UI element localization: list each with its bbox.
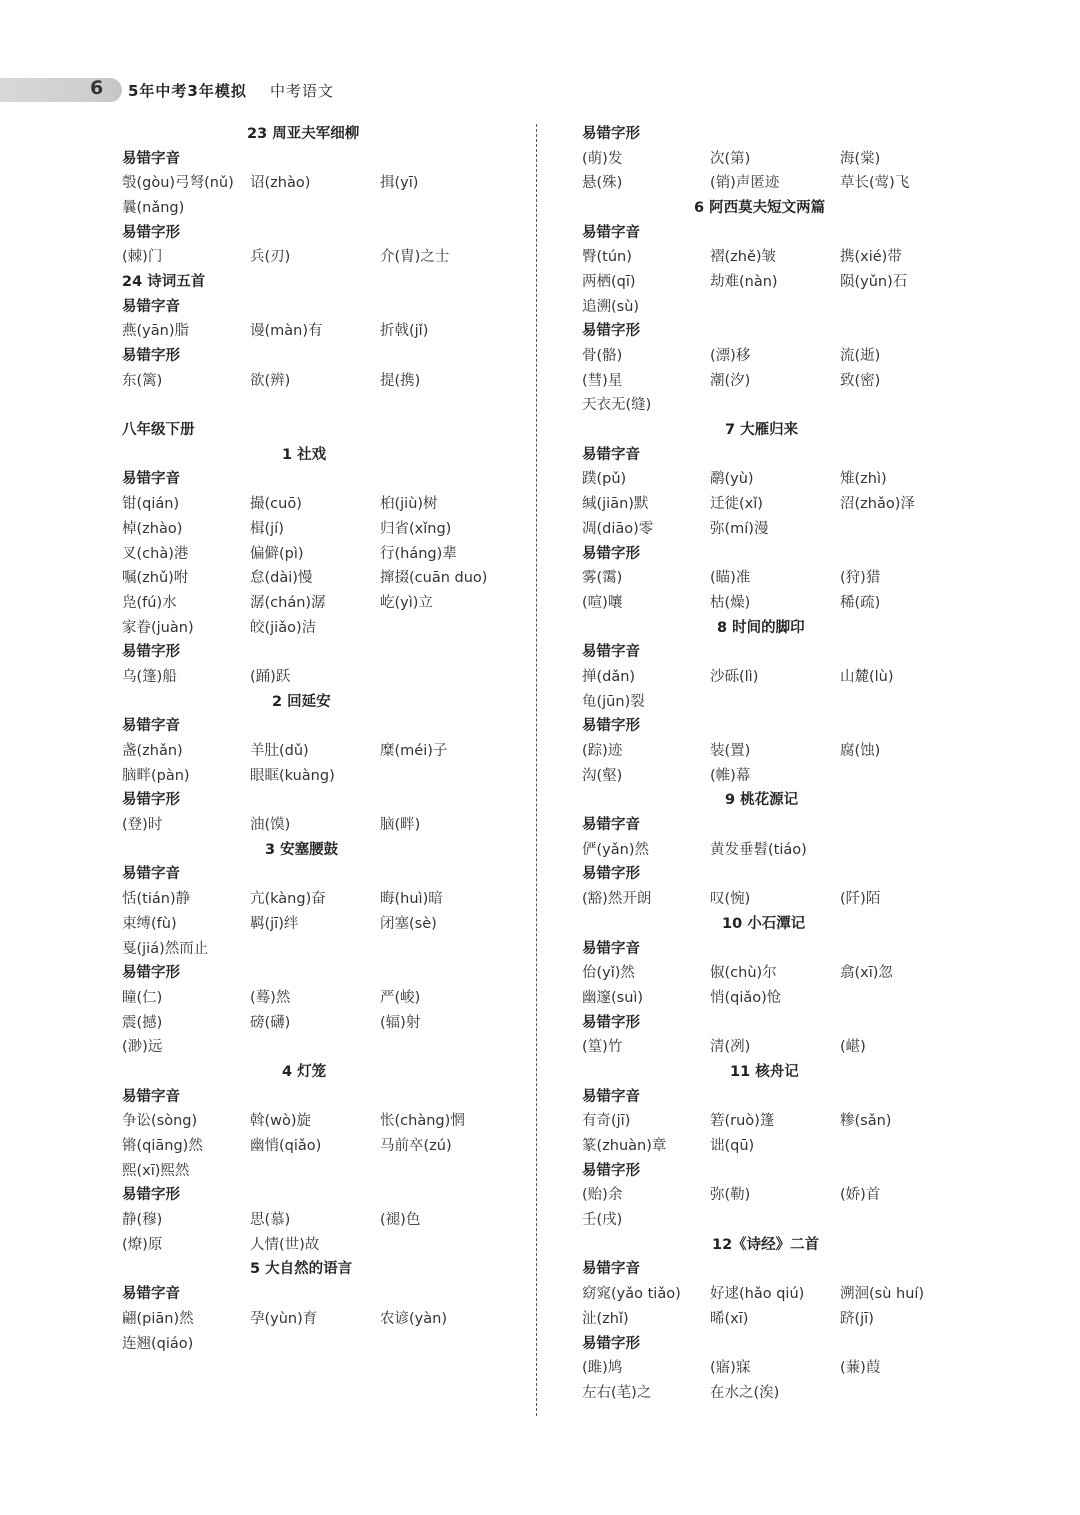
lesson-title: 23 周亚夫军细柳 xyxy=(247,125,360,142)
word-entry: 静(穆) xyxy=(122,1212,163,1229)
word-entry: (蒹)葭 xyxy=(840,1360,881,1377)
word-entry: 家眷(juàn) xyxy=(122,619,194,636)
right-column xyxy=(582,120,982,1404)
word-entry: 潮(汐) xyxy=(710,372,751,389)
word-entry: 有奇(jī) xyxy=(582,1113,631,1130)
word-entry: 草长(莺)飞 xyxy=(840,175,910,192)
word-row xyxy=(122,614,522,639)
lesson-title: 八年级下册 xyxy=(122,422,195,439)
word-entry: 海(棠) xyxy=(840,150,881,167)
word-row xyxy=(122,1330,522,1355)
section-label: 易错字音 xyxy=(582,817,640,834)
word-entry: 悬(殊) xyxy=(582,175,623,192)
word-entry: 臀(tún) xyxy=(582,249,632,266)
word-row xyxy=(582,342,982,367)
word-entry: 皎(jiǎo)洁 xyxy=(250,619,317,636)
word-entry: 脑畔(pàn) xyxy=(122,767,190,784)
lesson-title: 5 大自然的语言 xyxy=(250,1261,353,1278)
section-label: 易错字形 xyxy=(582,718,640,735)
section-label: 易错字音 xyxy=(122,866,180,883)
word-entry: 戛(jiá)然而止 xyxy=(122,940,209,957)
word-entry: 沙砾(lì) xyxy=(710,668,759,685)
word-row xyxy=(582,268,982,293)
word-entry: 沚(zhǐ) xyxy=(582,1310,629,1327)
word-row xyxy=(122,935,522,960)
word-entry: 两栖(qī) xyxy=(582,273,636,290)
word-entry: (贻)余 xyxy=(582,1187,623,1204)
word-entry: 追溯(sù) xyxy=(582,298,640,315)
word-row xyxy=(582,688,982,713)
word-entry: 次(第) xyxy=(710,150,751,167)
word-entry: 悄(qiǎo)怆 xyxy=(710,989,782,1006)
word-entry: (雎)鸠 xyxy=(582,1360,623,1377)
word-entry: (彗)星 xyxy=(582,372,623,389)
section-label: 易错字形 xyxy=(122,224,180,241)
word-entry: 迁徙(xǐ) xyxy=(710,496,763,513)
lesson-title: 24 诗词五首 xyxy=(122,273,206,290)
word-entry: 蹼(pǔ) xyxy=(582,471,627,488)
word-row xyxy=(122,194,522,219)
word-entry: 楫(jí) xyxy=(250,520,284,537)
word-entry: 褶(zhě)皱 xyxy=(710,249,777,266)
word-entry: 思(慕) xyxy=(250,1212,291,1229)
word-entry: 俶(chù)尔 xyxy=(710,965,777,982)
word-entry: 雾(霭) xyxy=(582,570,623,587)
word-entry: 凋(diāo)零 xyxy=(582,520,654,537)
word-entry: 斡(wò)旋 xyxy=(250,1113,312,1130)
section-label: 易错字形 xyxy=(582,1014,640,1031)
word-entry: 骨(骼) xyxy=(582,348,623,365)
section-label: 易错字形 xyxy=(122,348,180,365)
word-entry: 欲(辨) xyxy=(250,372,291,389)
word-entry: 稀(疏) xyxy=(840,594,881,611)
section-label: 易错字音 xyxy=(582,224,640,241)
word-entry: 篆(zhuàn)章 xyxy=(582,1138,667,1155)
word-row xyxy=(582,490,982,515)
word-entry: 亢(kàng)奋 xyxy=(250,891,326,908)
word-entry: 清(冽) xyxy=(710,1039,751,1056)
word-entry: 溯洄(sù huí) xyxy=(840,1286,925,1303)
word-row xyxy=(582,836,982,861)
word-row xyxy=(582,589,982,614)
subject-title: 中考语文 xyxy=(270,82,335,100)
word-row xyxy=(122,811,522,836)
section-label: 易错字形 xyxy=(582,1335,640,1352)
word-entry: 脑(畔) xyxy=(380,817,421,834)
word-entry: (踊)跃 xyxy=(250,668,291,685)
word-entry: (蓦)然 xyxy=(250,989,291,1006)
section-label: 易错字音 xyxy=(122,1088,180,1105)
word-entry: 佁(yǐ)然 xyxy=(582,965,635,982)
word-row xyxy=(582,984,982,1009)
word-entry: 鹬(yù) xyxy=(710,471,754,488)
word-entry: 谩(màn)有 xyxy=(250,323,323,340)
word-entry: 嘱(zhǔ)咐 xyxy=(122,570,189,587)
word-entry: 左右(芼)之 xyxy=(582,1384,652,1401)
section-label: 易错字音 xyxy=(582,1088,640,1105)
word-entry: 糜(méi)子 xyxy=(380,743,448,760)
word-row xyxy=(582,762,982,787)
word-entry: (踪)迹 xyxy=(582,743,623,760)
word-entry: 龟(jūn)裂 xyxy=(582,693,645,710)
word-entry: 彀(gòu)弓弩(nǔ) xyxy=(122,175,234,192)
word-row xyxy=(582,392,982,417)
word-entry: (娇)首 xyxy=(840,1187,881,1204)
word-entry: 叉(chà)港 xyxy=(122,545,189,562)
word-entry: 缄(jiān)默 xyxy=(582,496,649,513)
word-entry: 沼(zhǎo)泽 xyxy=(840,496,915,513)
word-row xyxy=(122,169,522,194)
word-entry: 震(撼) xyxy=(122,1014,163,1031)
word-entry: 糁(sǎn) xyxy=(840,1113,892,1130)
word-row xyxy=(122,885,522,910)
word-entry: 在水之(涘) xyxy=(710,1384,780,1401)
word-entry: 窈窕(yǎo tiǎo) xyxy=(582,1286,681,1303)
word-entry: (登)时 xyxy=(122,817,163,834)
section-label: 易错字形 xyxy=(582,866,640,883)
word-entry: 好逑(hǎo qiú) xyxy=(710,1286,805,1303)
word-row xyxy=(582,1280,982,1305)
word-row xyxy=(122,243,522,268)
word-entry: 介(胄)之士 xyxy=(380,249,450,266)
word-entry: 行(háng)辈 xyxy=(380,545,457,562)
word-entry: (萌)发 xyxy=(582,150,623,167)
lesson-title: 2 回延安 xyxy=(272,693,331,710)
word-entry: 东(篱) xyxy=(122,372,163,389)
section-label: 易错字音 xyxy=(122,150,180,167)
word-entry: 严(峻) xyxy=(380,989,421,1006)
word-entry: (嵁) xyxy=(840,1039,866,1056)
lesson-title: 12《诗经》二首 xyxy=(712,1236,820,1253)
word-row xyxy=(122,1009,522,1034)
word-entry: 山麓(lù) xyxy=(840,668,894,685)
word-row xyxy=(122,663,522,688)
lesson-title: 3 安塞腰鼓 xyxy=(265,841,339,858)
word-row xyxy=(582,1379,982,1404)
word-row xyxy=(122,1305,522,1330)
word-entry: 恬(tián)静 xyxy=(122,891,191,908)
word-row xyxy=(582,737,982,762)
word-row xyxy=(582,959,982,984)
word-entry: 撮(cuō) xyxy=(250,496,302,513)
word-entry: 桕(jiù)树 xyxy=(380,496,438,513)
word-row xyxy=(582,885,982,910)
word-row xyxy=(122,367,522,392)
word-entry: 羊肚(dǔ) xyxy=(250,743,309,760)
word-entry: 瞳(仁) xyxy=(122,989,163,1006)
word-row xyxy=(582,1305,982,1330)
word-row xyxy=(122,1033,522,1058)
word-entry: 翩(piān)然 xyxy=(122,1310,194,1327)
word-entry: (棘)门 xyxy=(122,249,163,266)
book-title: 5年中考3年模拟 xyxy=(128,82,247,100)
word-entry: 凫(fú)水 xyxy=(122,594,177,611)
word-row xyxy=(122,1157,522,1182)
word-row xyxy=(582,1132,982,1157)
word-entry: 携(xié)带 xyxy=(840,249,902,266)
word-entry: 盏(zhǎn) xyxy=(122,743,183,760)
word-entry: 眼眶(kuàng) xyxy=(250,767,335,784)
word-entry: 束缚(fù) xyxy=(122,915,177,932)
lesson-title: 7 大雁归来 xyxy=(725,422,799,439)
word-entry: 翕(xī)忽 xyxy=(840,965,893,982)
word-entry: (燎)原 xyxy=(122,1236,163,1253)
column-divider xyxy=(536,124,537,1416)
section-label: 易错字音 xyxy=(122,718,180,735)
word-row xyxy=(582,169,982,194)
word-entry: 叹(惋) xyxy=(710,891,751,908)
word-entry: 潺(chán)潺 xyxy=(250,594,326,611)
word-row xyxy=(122,984,522,1009)
word-entry: (喧)嚷 xyxy=(582,594,623,611)
word-entry: 跻(jī) xyxy=(840,1310,874,1327)
word-row xyxy=(582,145,982,170)
word-row xyxy=(122,762,522,787)
left-column xyxy=(122,120,522,1354)
word-row xyxy=(122,318,522,343)
word-row xyxy=(582,293,982,318)
word-row xyxy=(582,1206,982,1231)
word-entry: 致(密) xyxy=(840,372,881,389)
word-entry: 晦(huì)暗 xyxy=(380,891,443,908)
word-entry: 揖(yī) xyxy=(380,175,419,192)
lesson-title: 10 小石潭记 xyxy=(722,915,806,932)
word-entry: 油(馍) xyxy=(250,817,291,834)
word-entry: 撺掇(cuān duo) xyxy=(380,570,488,587)
section-label: 易错字形 xyxy=(122,965,180,982)
word-entry: 偏僻(pì) xyxy=(250,545,304,562)
word-entry: 枯(燥) xyxy=(710,594,751,611)
section-label: 易错字音 xyxy=(122,298,180,315)
word-entry: 弥(勒) xyxy=(710,1187,751,1204)
word-entry: (帷)幕 xyxy=(710,767,751,784)
word-row xyxy=(582,1354,982,1379)
word-row xyxy=(582,1108,982,1133)
word-entry: 诏(zhào) xyxy=(250,175,311,192)
word-entry: 装(置) xyxy=(710,743,751,760)
section-label: 易错字形 xyxy=(122,792,180,809)
word-entry: 怅(chàng)惘 xyxy=(380,1113,465,1130)
word-entry: (辐)射 xyxy=(380,1014,421,1031)
word-entry: (寤)寐 xyxy=(710,1360,751,1377)
page-number: 6 xyxy=(90,77,104,99)
word-entry: (漂)移 xyxy=(710,348,751,365)
word-entry: 乌(篷)船 xyxy=(122,668,177,685)
word-entry: 怠(dài)慢 xyxy=(250,570,313,587)
lesson-title: 11 核舟记 xyxy=(730,1063,799,1080)
section-label: 易错字音 xyxy=(582,940,640,957)
word-entry: 归省(xǐng) xyxy=(380,520,452,537)
word-entry: 幽悄(qiǎo) xyxy=(250,1138,322,1155)
word-entry: 雉(zhì) xyxy=(840,471,887,488)
word-row xyxy=(122,1108,522,1133)
word-entry: 燕(yān)脂 xyxy=(122,323,189,340)
word-row xyxy=(582,663,982,688)
word-entry: 陨(yǔn)石 xyxy=(840,273,908,290)
lesson-title: 9 桃花源记 xyxy=(725,792,799,809)
section-label: 易错字音 xyxy=(582,446,640,463)
word-entry: 农谚(yàn) xyxy=(380,1310,447,1327)
word-row xyxy=(582,367,982,392)
word-row xyxy=(582,1182,982,1207)
word-row xyxy=(122,564,522,589)
word-row xyxy=(582,1033,982,1058)
section-label: 易错字形 xyxy=(582,1162,640,1179)
word-entry: (篁)竹 xyxy=(582,1039,623,1056)
word-row xyxy=(122,737,522,762)
word-entry: 棹(zhào) xyxy=(122,520,183,537)
word-entry: 折戟(jǐ) xyxy=(380,323,429,340)
word-row xyxy=(122,589,522,614)
word-entry: 黄发垂髫(tiáo) xyxy=(710,841,807,858)
word-entry: (豁)然开朗 xyxy=(582,891,652,908)
section-label: 易错字形 xyxy=(582,545,640,562)
section-label: 易错字形 xyxy=(122,644,180,661)
word-entry: (狩)猎 xyxy=(840,570,881,587)
section-label: 易错字音 xyxy=(582,644,640,661)
word-entry: 晞(xī) xyxy=(710,1310,749,1327)
word-entry: 劫难(nàn) xyxy=(710,273,778,290)
word-entry: 天衣无(缝) xyxy=(582,397,652,414)
word-entry: 幽邃(suì) xyxy=(582,989,644,1006)
spacer xyxy=(122,392,522,417)
word-row xyxy=(122,1132,522,1157)
word-entry: 屹(yì)立 xyxy=(380,594,433,611)
word-row xyxy=(122,490,522,515)
lesson-title: 6 阿西莫夫短文两篇 xyxy=(694,199,826,216)
word-entry: 沟(壑) xyxy=(582,767,623,784)
word-entry: (褪)色 xyxy=(380,1212,421,1229)
word-entry: 弥(mí)漫 xyxy=(710,520,769,537)
section-label: 易错字形 xyxy=(122,1187,180,1204)
section-label: 易错字音 xyxy=(122,1286,180,1303)
word-entry: (销)声匿迹 xyxy=(710,175,780,192)
word-entry: 熙(xī)熙然 xyxy=(122,1162,190,1179)
section-label: 易错字形 xyxy=(582,323,640,340)
word-entry: 马前卒(zú) xyxy=(380,1138,452,1155)
word-entry: 兵(刃) xyxy=(250,249,291,266)
word-row xyxy=(582,564,982,589)
word-row xyxy=(582,466,982,491)
word-entry: 流(逝) xyxy=(840,348,881,365)
word-entry: 钳(qián) xyxy=(122,496,180,513)
word-entry: 曩(nǎng) xyxy=(122,199,185,216)
word-entry: 连翘(qiáo) xyxy=(122,1335,194,1352)
word-row xyxy=(122,1206,522,1231)
word-entry: 锵(qiāng)然 xyxy=(122,1138,203,1155)
section-label: 易错字音 xyxy=(582,1261,640,1278)
word-entry: 箬(ruò)篷 xyxy=(710,1113,775,1130)
word-entry: 磅(礴) xyxy=(250,1014,291,1031)
word-entry: 争讼(sòng) xyxy=(122,1113,198,1130)
word-entry: (瞄)准 xyxy=(710,570,751,587)
word-row xyxy=(122,910,522,935)
word-entry: 俨(yǎn)然 xyxy=(582,841,649,858)
word-entry: 闭塞(sè) xyxy=(380,915,437,932)
lesson-title: 8 时间的脚印 xyxy=(717,619,805,636)
word-row xyxy=(122,1231,522,1256)
word-entry: 诎(qū) xyxy=(710,1138,755,1155)
word-row xyxy=(582,515,982,540)
word-row xyxy=(582,243,982,268)
word-entry: 提(携) xyxy=(380,372,421,389)
word-row xyxy=(122,515,522,540)
word-entry: 腐(蚀) xyxy=(840,743,881,760)
section-label: 易错字音 xyxy=(122,471,180,488)
word-entry: 人情(世)故 xyxy=(250,1236,320,1253)
word-entry: 孕(yùn)育 xyxy=(250,1310,318,1327)
section-label: 易错字形 xyxy=(582,125,640,142)
lesson-title: 4 灯笼 xyxy=(282,1063,327,1080)
lesson-title: 1 社戏 xyxy=(282,446,327,463)
word-entry: 壬(戌) xyxy=(582,1212,623,1229)
word-row xyxy=(122,540,522,565)
word-entry: 羁(jī)绊 xyxy=(250,915,299,932)
word-entry: 掸(dǎn) xyxy=(582,668,636,685)
header-page-tab xyxy=(0,78,122,102)
word-entry: (阡)陌 xyxy=(840,891,881,908)
word-entry: (渺)远 xyxy=(122,1039,163,1056)
